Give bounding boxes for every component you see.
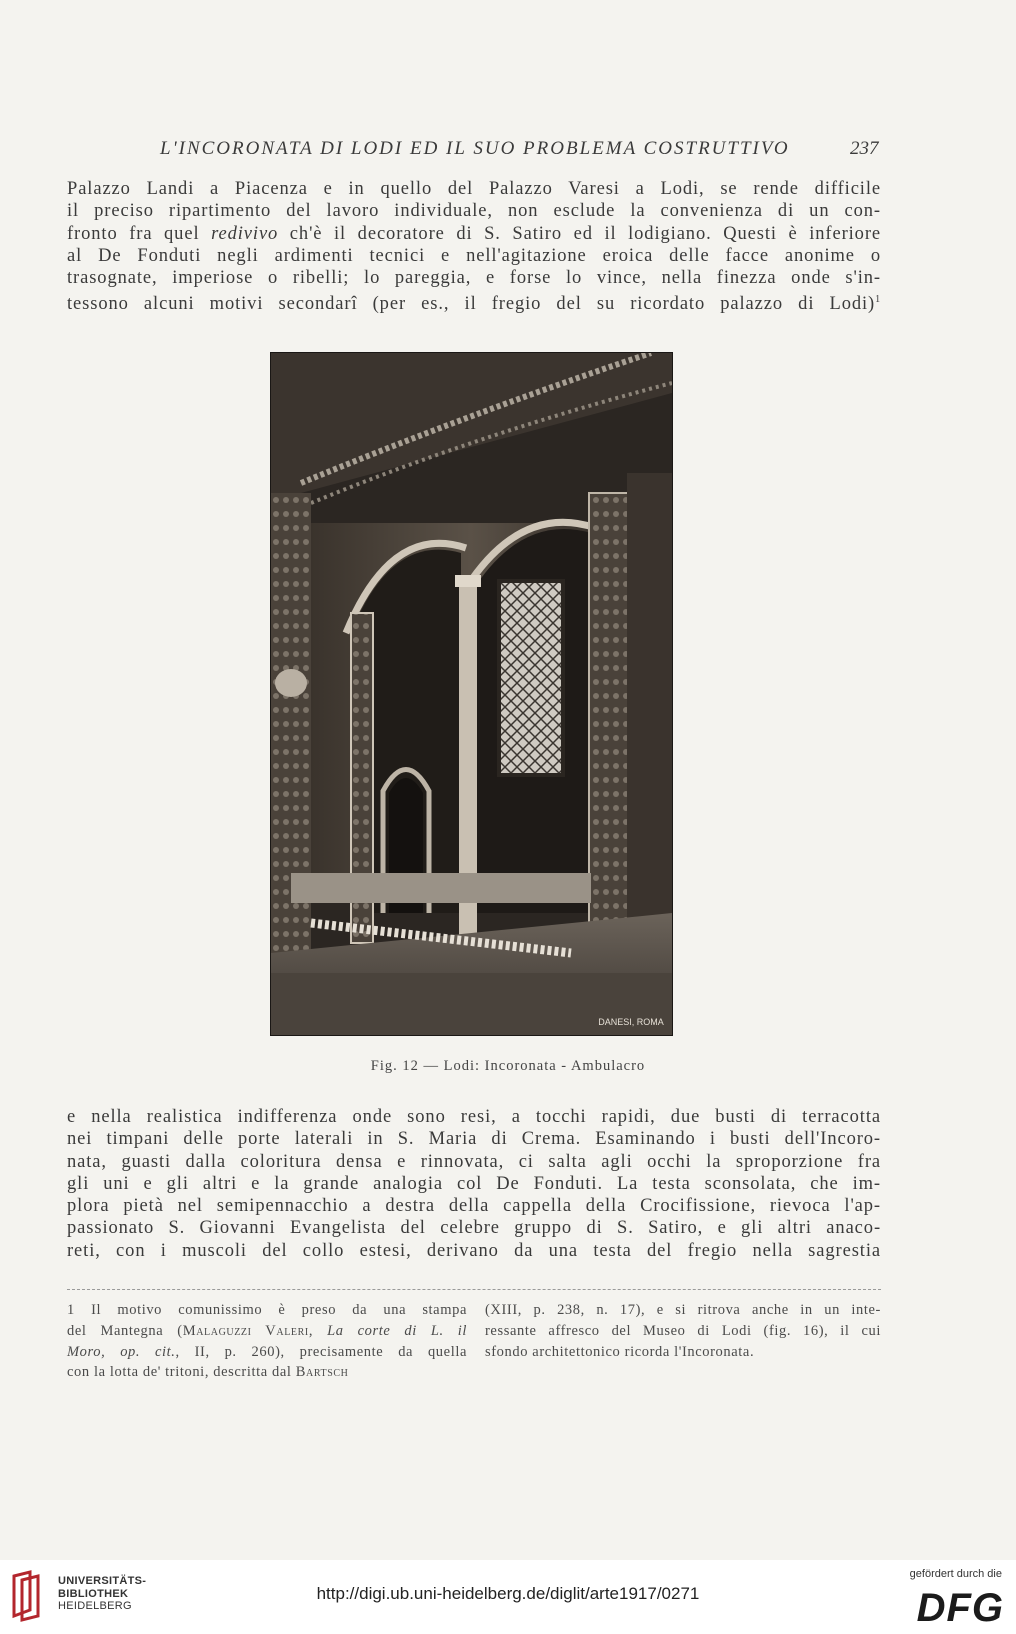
digitization-footer [0,1560,1016,1634]
book-title: La corte di L. il [327,1322,468,1339]
text-line: reti, con i muscoli del collo estesi, derivano da una testa del fregio nella sagrestia [67,1240,881,1261]
figure-caption: Fig. 12 — Lodi: Incoronata - Ambulacro [370,1058,646,1074]
text-line: Palazzo Landi a Piacenza e in quello del Palazzo Varesi a Lodi, se rende difficile [67,179,881,199]
text-line: trasognate, imperiose o ribelli; lo pareggia, e forse lo vince, nella finezza onde s'in- [67,268,881,289]
text-run: ch'è il decoratore di S. Satiro ed il lodigiano. Questi è inferiore [278,223,881,244]
italic-term: redivivo [211,223,279,244]
text-run: , II, p. 260), precisamente da quella [175,1343,467,1360]
funding-note: gefördert durch die [909,1568,1002,1580]
photo-illustration [271,353,672,1035]
library-name-line: HEIDELBERG [58,1600,132,1612]
footnote-line [67,1362,467,1383]
library-name-line: BIBLIOTHEK [58,1587,129,1600]
text-line: al De Fonduti negli ardimenti tecnici e nell'agitazione eroica delle facce anonime o [67,245,881,266]
text-line: e nella realistica indifferenza onde sono resi, a tocchi rapidi, due busti di terracotta [67,1107,881,1127]
text-run: tessono alcuni motivi secondarî (per es., il fregio del su ricordato palazzo di Lodi) [67,294,876,315]
text-line: gli uni e gli altri e la grande analogia col De Fonduti. La testa sconsolata, che im- [67,1173,881,1194]
figure-photo-ambulacro [270,352,673,1036]
text-run: fronto fra quel [67,223,212,244]
text-line: il preciso ripartimento del lavoro individuale, non esclude la convenienza di un con- [67,201,881,222]
photo-credit: DANESI, ROMA [598,1017,664,1027]
footnote-column-right [485,1300,881,1362]
footnote-line: ressante affresco del Museo di Lodi (fig. 16), il cui [485,1322,881,1339]
text-line: passionato S. Giovanni Evangelista del celebre gruppo di S. Satiro, e gli altri anaco- [67,1218,881,1239]
book-title: Moro, op. cit. [67,1343,176,1360]
library-name-line: UNIVERSITÄTS- [58,1575,147,1587]
footnote-line: (XIII, p. 238, n. 17), e si ritrova anche in un inte- [485,1302,881,1318]
footnote-marker[interactable]: 1 [875,294,881,306]
footnote-line: sfondo architettonico ricorda l'Incoronata. [485,1343,755,1360]
permalink-url[interactable]: http://digi.ub.uni-heidelberg.de/diglit/arte1917/0271 [316,1584,700,1603]
text-run: del Mantegna ( [67,1322,183,1339]
footnote-divider [67,1289,881,1290]
text-run: con la lotta de' tritoni, descritta dal [67,1364,296,1381]
text-run: , [308,1322,328,1339]
footnote-line: 1 Il motivo comunissimo è preso da una stampa [67,1302,467,1318]
paragraph-1 [67,178,881,316]
text-line [67,223,881,245]
dfg-logo: DFG [916,1586,1004,1630]
text-line: nata, guasti dalla coloritura densa e rinnovata, ci salta agli occhi la sproporzione fra [67,1151,881,1172]
page-number: 237 [850,138,879,159]
running-head: L'INCORONATA DI LODI ED IL SUO PROBLEMA COSTRUTTIVO [160,138,790,159]
text-line [67,289,881,315]
footnote-column-left [67,1300,467,1383]
footnote-line [67,1321,467,1342]
text-line: nei timpani delle porte laterali in S. Maria di Crema. Esaminando i busti dell'Incoro- [67,1129,881,1150]
text-line: plora pietà nel semipennacchio a destra della cappella della Crocifissione, rievoca l'ap- [67,1196,881,1217]
paragraph-2 [67,1106,881,1262]
author-name: Bartsch [295,1364,349,1381]
footnote-line [67,1342,467,1363]
author-name: Malaguzzi Valeri [182,1322,309,1339]
